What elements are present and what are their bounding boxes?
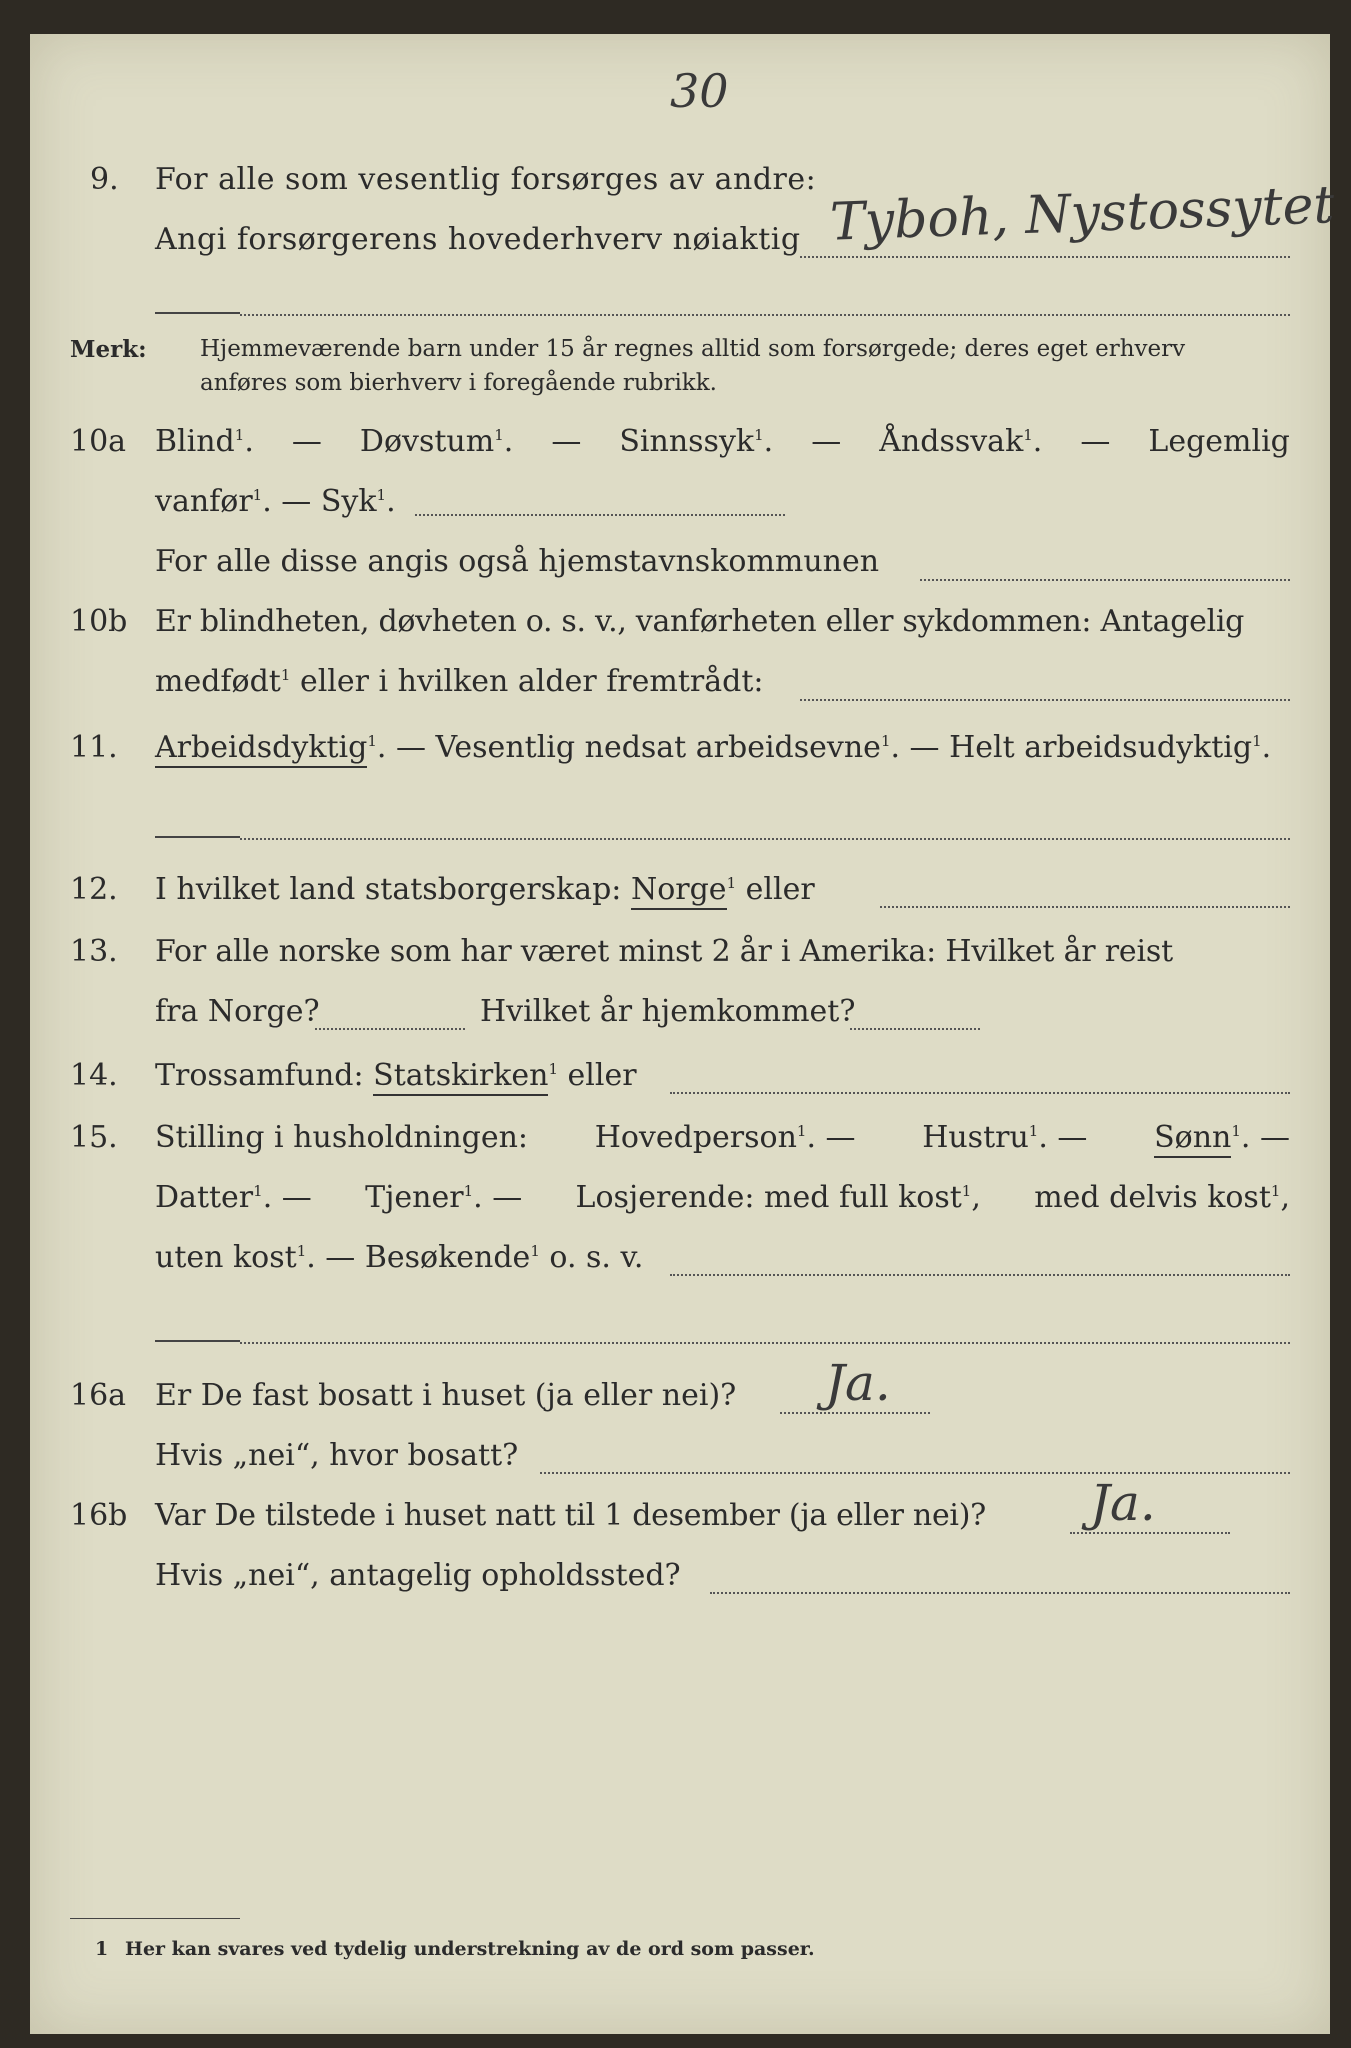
q9-second-line	[240, 314, 1290, 316]
q16a-bosatt-line	[540, 1472, 1290, 1474]
q12-number: 12.	[70, 872, 118, 907]
q13-hjemkommet-line	[850, 1028, 980, 1030]
q11-short-rule	[155, 836, 240, 838]
q14-opt-statskirken: Statskirken	[373, 1058, 548, 1096]
q15-line3: uten kost$^1$. — Besøkende$^1$ o. s. v.	[155, 1240, 644, 1275]
q10a-line3: For alle disse angis også hjemstavnskommunen	[155, 544, 880, 579]
q10a-opt-sinnssyk: Sinnssyk$^1$.	[619, 424, 774, 459]
q9-answer-line	[800, 256, 1290, 258]
q11-opt-udyktig: Helt arbeidsudyktig	[949, 730, 1253, 765]
q16b-opphold-line	[710, 1592, 1290, 1594]
q11-line	[240, 838, 1290, 840]
q14-answer-line	[670, 1092, 1290, 1094]
merk-label: Merk:	[70, 336, 147, 363]
q15-answer-line	[670, 1274, 1290, 1276]
q16b-line1: Var De tilstede i huset natt til 1 desember (ja eller nei)?	[155, 1498, 986, 1533]
q9-handwritten-answer[interactable]: Tyboh, Nystossytet	[829, 175, 1336, 253]
q16a-line1: Er De fast bosatt i huset (ja eller nei)?	[155, 1378, 737, 1413]
q10a-line1: Blind$^1$. — Døvstum$^1$. — Sinnssyk$^1$. — Åndssvak$^1$. — Legemlig	[155, 424, 1290, 459]
q9-number: 9.	[90, 162, 119, 197]
q11-line1: Arbeidsdyktig$^1$. — Vesentlig nedsat arbeidsevne$^1$. — Helt arbeidsudyktig$^1$.	[155, 730, 1271, 765]
q16a-handwritten-answer[interactable]: Ja.	[825, 1354, 891, 1412]
page-number-handwritten: 30	[670, 64, 729, 118]
q9-line2: Angi forsørgerens hovederhverv nøiaktig	[155, 222, 801, 257]
q10a-kommune-line	[920, 579, 1290, 581]
q10b-line2: medfødt$^1$ eller i hvilken alder fremtrådt:	[155, 664, 764, 699]
q12-opt-norge: Norge	[631, 872, 727, 910]
q11-number: 11.	[70, 730, 118, 765]
q16b-answer-line	[1070, 1532, 1230, 1534]
q15-second-line	[240, 1342, 1290, 1344]
q11-opt-arbeidsdyktig: Arbeidsdyktig	[155, 730, 367, 768]
q10a-opt-andssvak: Åndssvak$^1$.	[879, 424, 1043, 459]
census-form-page	[30, 34, 1336, 2034]
q10b-answer-line	[800, 699, 1290, 701]
merk-line2: anføres som bierhverv i foregående rubrikk.	[200, 370, 717, 396]
q16a-line2: Hvis „nei“, hvor bosatt?	[155, 1438, 519, 1473]
q10a-opt-blind: Blind$^1$.	[155, 424, 254, 459]
q16b-number: 16b	[70, 1498, 128, 1533]
q16b-handwritten-answer[interactable]: Ja.	[1090, 1474, 1156, 1532]
q15-line2: Datter$^1$. — Tjener$^1$. — Losjerende: med full kost$^1$, med delvis kost$^1$,	[155, 1180, 1290, 1215]
q10a-line2: vanfør$^1$. — Syk$^1$.	[155, 484, 396, 519]
footnote-rule	[70, 1918, 240, 1919]
q14-number: 14.	[70, 1058, 118, 1093]
q10b-line1: Er blindheten, døvheten o. s. v., vanførheten eller sykdommen: Antagelig	[155, 604, 1245, 639]
q10a-number: 10a	[70, 424, 127, 459]
q16b-line2: Hvis „nei“, antagelig opholdssted?	[155, 1558, 681, 1593]
q10a-opt-dovstum: Døvstum$^1$.	[359, 424, 514, 459]
q16a-answer-line	[780, 1412, 930, 1414]
q12-answer-line	[880, 906, 1290, 908]
merk-line1: Hjemmeværende barn under 15 år regnes alltid som forsørgede; deres eget erhverv	[200, 336, 1186, 362]
q11-opt-nedsat: Vesentlig nedsat arbeidsevne	[435, 730, 881, 765]
q13-line1: For alle norske som har været minst 2 år i Amerika: Hvilket år reist	[155, 934, 1173, 969]
q10a-opt-legemlig: Legemlig	[1148, 424, 1290, 459]
q15-short-rule	[155, 1340, 240, 1342]
q15-number: 15.	[70, 1120, 118, 1155]
q10a-syk-line	[415, 514, 785, 516]
q13-line2a: fra Norge?	[155, 994, 320, 1029]
q13-reist-line	[315, 1028, 465, 1030]
q12-line: I hvilket land statsborgerskap: Norge$^1$ eller	[155, 872, 815, 907]
q13-number: 13.	[70, 934, 118, 969]
q15-line1: Stilling i husholdningen: Hovedperson$^1$. — Hustru$^1$. — Sønn$^1$. —	[155, 1120, 1290, 1155]
q13-line2b: Hvilket år hjemkommet?	[480, 994, 856, 1029]
q10b-number: 10b	[70, 604, 128, 639]
q9-short-rule	[155, 312, 240, 314]
footnote-text: Her kan svares ved tydelig understrekning av de ord som passer.	[125, 1938, 815, 1960]
footnote-marker: 1	[95, 1938, 109, 1960]
q9-line1: For alle som vesentlig forsørges av andre:	[155, 162, 817, 197]
q16a-number: 16a	[70, 1378, 127, 1413]
q14-line: Trossamfund: Statskirken$^1$ eller	[155, 1058, 637, 1093]
q15-opt-sonn: Sønn	[1154, 1120, 1231, 1158]
